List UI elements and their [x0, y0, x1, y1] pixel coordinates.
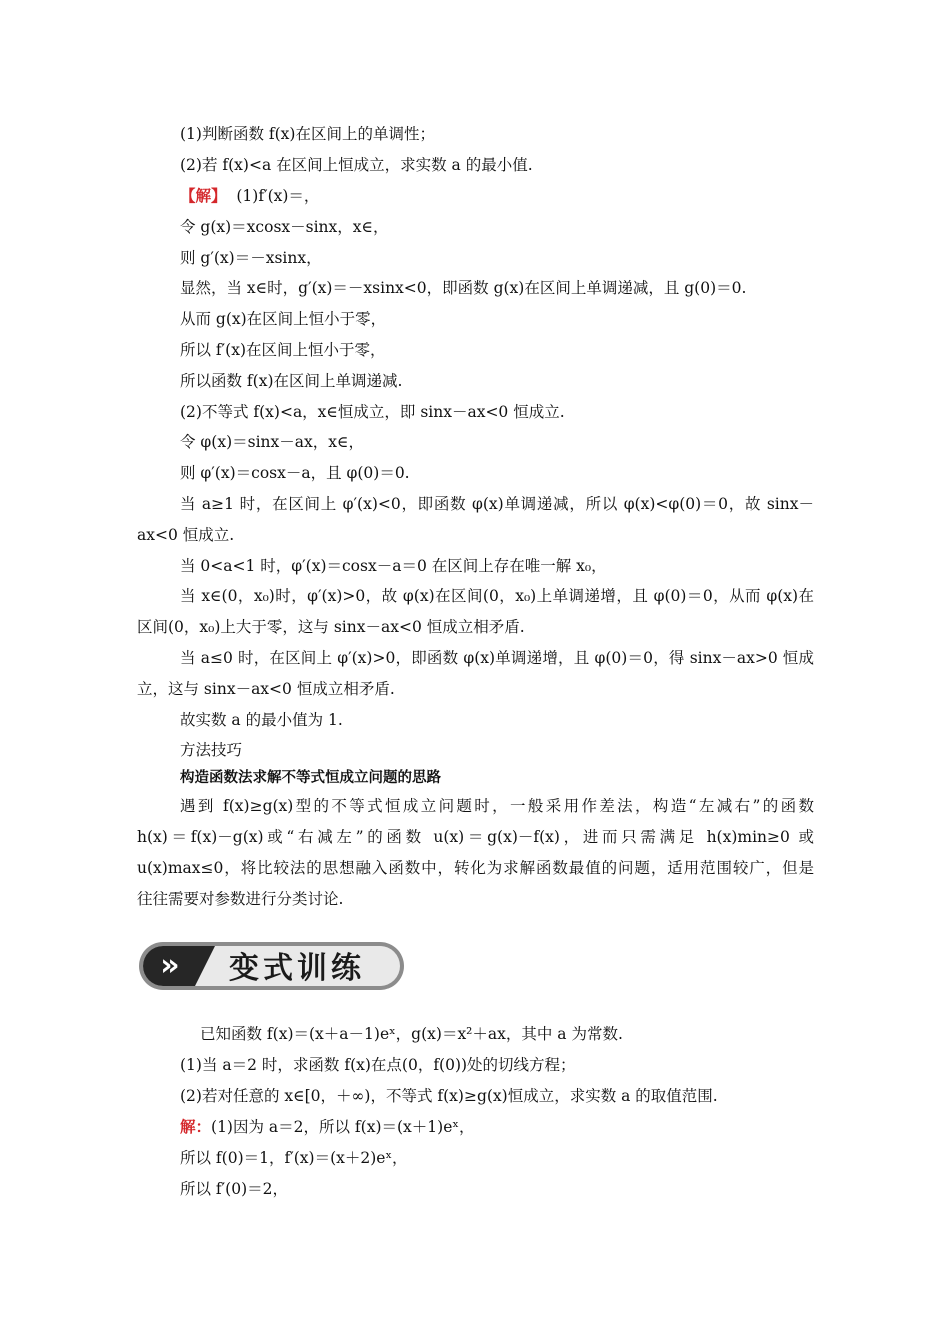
- text-line: 则 φ′(x)＝cosx－a，且 φ(0)＝0.: [180, 464, 410, 482]
- text-line: (2)若 f(x)<a 在区间上恒成立，求实数 a 的最小值.: [180, 156, 533, 174]
- text-line: 解：(1)因为 a＝2，所以 f(x)＝(x＋1)eˣ，: [180, 1117, 475, 1136]
- text-line: 立，这与 sinx－ax<0 恒成立相矛盾.: [137, 680, 395, 698]
- section-banner: [137, 938, 407, 994]
- text-line: 已知函数 f(x)＝(x＋a－1)eˣ，g(x)＝x²＋ax，其中 a 为常数.: [200, 1025, 623, 1043]
- text-line: 【解】 (1)f′(x)＝，: [180, 186, 320, 205]
- text-line: 从而 g(x)在区间上恒小于零，: [180, 310, 387, 328]
- text-line: 区间(0，x₀)上大于零，这与 sinx－ax<0 恒成立相矛盾.: [137, 618, 525, 636]
- text-line: 故实数 a 的最小值为 1.: [180, 711, 343, 729]
- text-line: h(x)＝f(x)－g(x)或“右减左”的函数 u(x)＝g(x)－f(x)，进而只需满足 h(x)min≥0 或: [137, 828, 814, 846]
- text-line: 所以 f′(0)＝2，: [180, 1180, 289, 1198]
- text-line: 则 g′(x)＝－xsinx，: [180, 249, 322, 267]
- banner-title: 变式训练: [229, 951, 365, 986]
- banner-graphic: [137, 938, 407, 994]
- text-line: (1)当 a＝2 时，求函数 f(x)在点(0，f(0))处的切线方程；: [180, 1056, 576, 1074]
- text-line: (2)若对任意的 x∈[0，＋∞)，不等式 f(x)≥g(x)恒成立，求实数 a 的取值范围.: [180, 1087, 718, 1105]
- text-line: 所以 f′(x)在区间上恒小于零，: [180, 341, 386, 359]
- text-line: 当 a≤0 时，在区间上 φ′(x)>0，即函数 φ(x)单调递增，且 φ(0)＝0，得 sinx－ax>0 恒成: [180, 649, 814, 667]
- text-line: 遇到 f(x)≥g(x)型的不等式恒成立问题时，一般采用作差法，构造“左减右”的函数: [180, 797, 814, 815]
- text-line: 所以函数 f(x)在区间上单调递减.: [180, 372, 403, 390]
- solution-label: 【解】: [180, 186, 227, 205]
- text-line: 当 0<a<1 时，φ′(x)＝cosx－a＝0 在区间上存在唯一解 x₀，: [180, 557, 607, 575]
- text-line: 令 φ(x)＝sinx－ax，x∈，: [180, 433, 364, 451]
- section-heading: 方法技巧: [180, 741, 243, 759]
- text-line: (1)判断函数 f(x)在区间上的单调性；: [180, 125, 435, 143]
- text-line: u(x)max≤0，将比较法的思想融入函数中，转化为求解函数最值的问题，适用范围较广，但是: [137, 859, 814, 877]
- text-line: 所以 f(0)＝1，f′(x)＝(x＋2)eˣ，: [180, 1149, 408, 1167]
- text-line: 往往需要对参数进行分类讨论.: [137, 890, 344, 908]
- solution-label: 解：: [180, 1117, 212, 1136]
- text-line: ax<0 恒成立.: [137, 526, 235, 544]
- text-line: 当 a≥1 时，在区间上 φ′(x)<0，即函数 φ(x)单调递减，所以 φ(x)<φ(0)＝0，故 sinx－: [180, 495, 814, 513]
- text-line: 令 g(x)＝xcosx－sinx，x∈，: [180, 218, 389, 236]
- text-line: 当 x∈(0，x₀)时，φ′(x)>0，故 φ(x)在区间(0，x₀)上单调递增，且 φ(0)＝0，从而 φ(x)在: [180, 587, 814, 605]
- method-title: 构造函数法求解不等式恒成立问题的思路: [180, 770, 441, 786]
- text-line: (2)不等式 f(x)<a，x∈恒成立，即 sinx－ax<0 恒成立.: [180, 403, 565, 421]
- chevron-icon: »: [160, 948, 180, 983]
- text-line: 显然，当 x∈时，g′(x)＝－xsinx<0，即函数 g(x)在区间上单调递减，且 g(0)＝0.: [180, 279, 747, 297]
